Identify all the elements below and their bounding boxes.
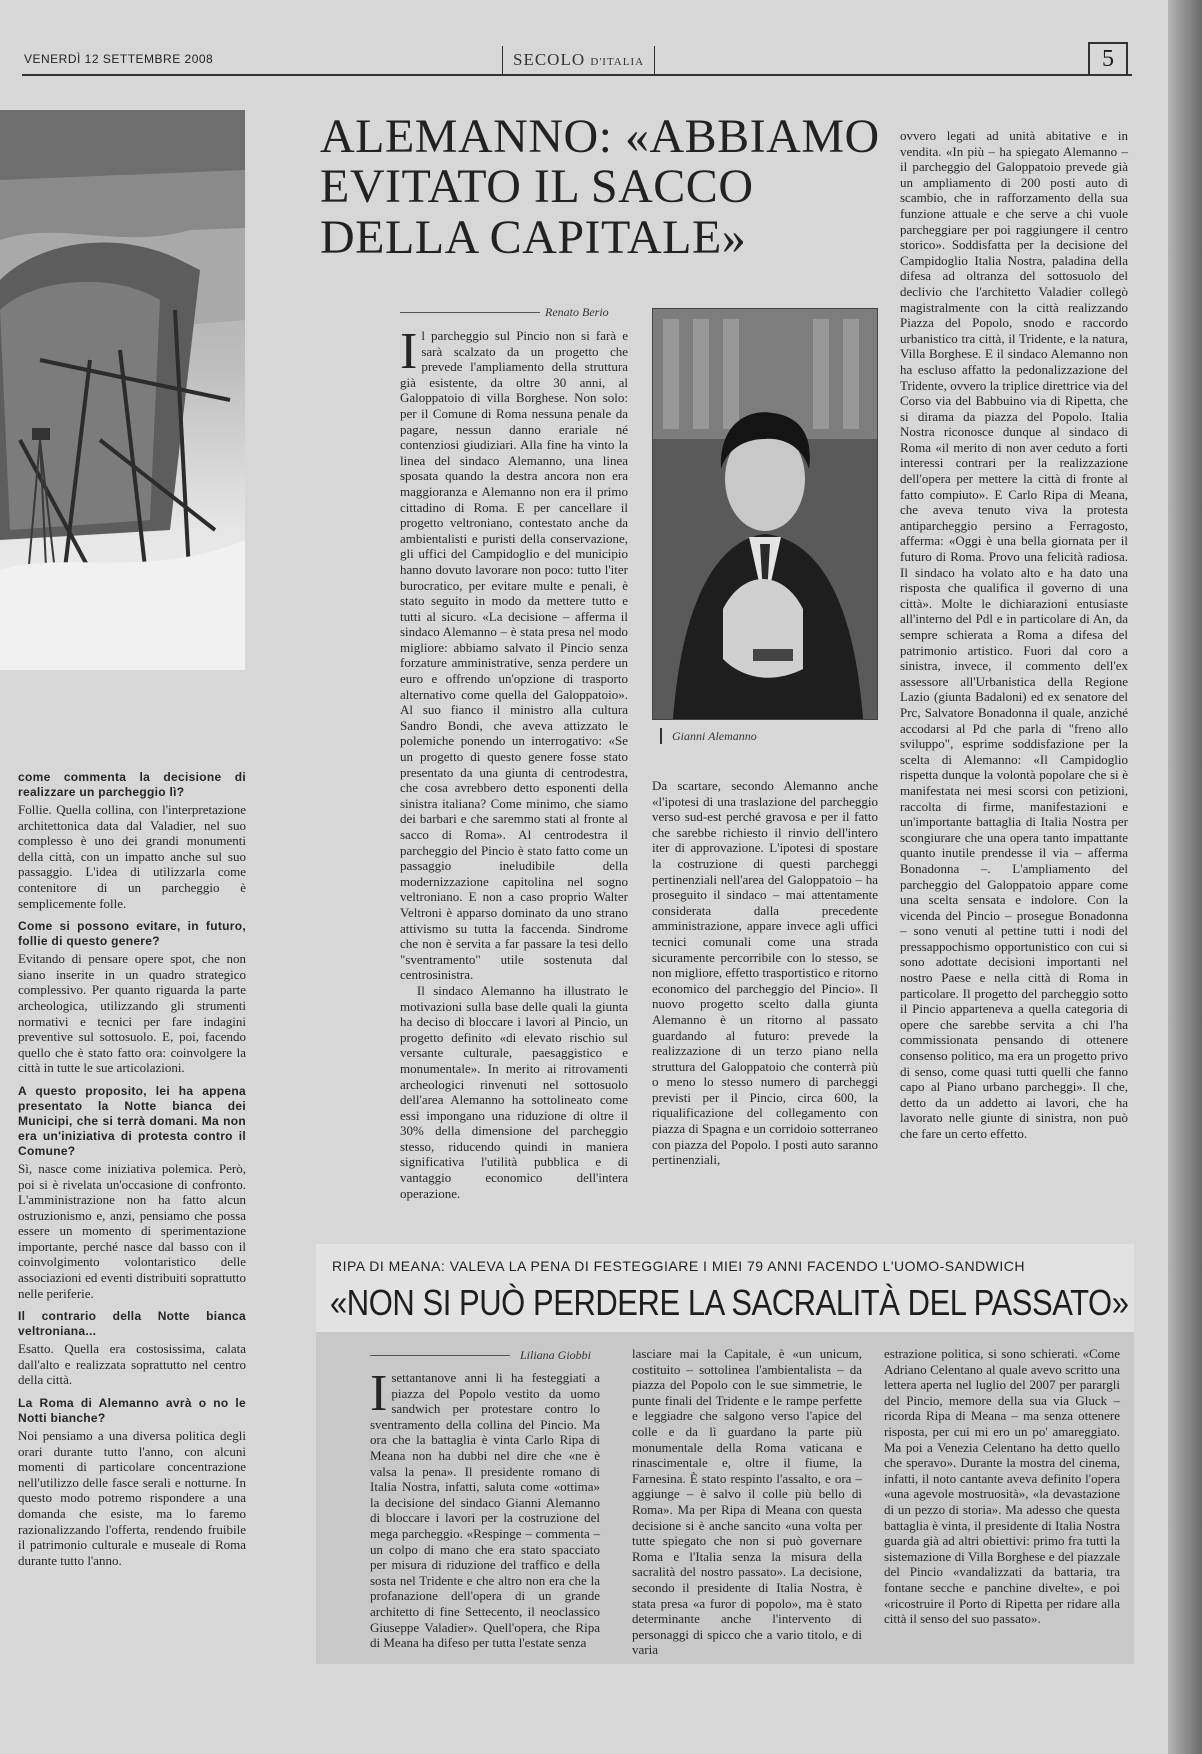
- article-headline: ALEMANNO: «ABBIAMO EVITATO IL SACCO DELLA CAPITALE»: [320, 110, 880, 264]
- article-column-2: [652, 778, 878, 1172]
- newspaper-title: SECOLO: [513, 50, 586, 69]
- sidebar-kicker: RIPA DI MEANA: VALEVA LA PENA DI FESTEGGIARE I MIEI 79 ANNI FACENDO L'UOMO-SANDWICH: [332, 1258, 1025, 1274]
- interview-answer: Evitando di pensare opere spot, che non siano inserite in un quadro strategico complessivo. Per quanto riguarda la parte archeologica, utilizzando gli strumenti normativi e tecnici per fare indagini preventive sul sottosuolo. E, poi, facendo quello che è stato fatto ora: coinvolgere la città in tutte le sue articolazioni.: [18, 951, 246, 1076]
- photo-caption-text: Gianni Alemanno: [672, 729, 757, 743]
- interview-question: A questo proposito, lei ha appena presentato la Notte bianca dei Municipi, che si terrà domani. Ma non era un'iniziativa di protesta contro il Comune?: [18, 1083, 246, 1158]
- page-number: 5: [1088, 42, 1128, 76]
- sidebar-column-3-text: estrazione politica, si sono schierati. «Come Adriano Celentano al quale avevo scritto una lettera aperta nel luglio del 2007 per parargli del Pincio, memore della sua via Gluck – ricorda Ripa di Meana – ma senza ottenere risposta, per cui mi ero un po' amareggiato. Ma poi a Venezia Celentano ha detto quello che speravo». Durante la mostra del cinema, infatti, il noto cantante aveva definito l'opera «una agevole mostruosità», «la devastazione di un pezzo di storia». Ma adesso che questa battaglia è vinta, il presidente di Italia Nostra guarda già ad altri obiettivi: primo fra tutti la sistemazione di Villa Borghese e del piazzale del Pincio «vandalizzati da battaria, tra fontane secche e panchine divelte», e poi «ricostruire il Porto di Ripetta per ridare alla città il senso del suo passato».: [884, 1346, 1120, 1627]
- article-column-3-text: ovvero legati ad unità abitative e in vendita. «In più – ha spiegato Alemanno – il parcheggio del Galoppatoio prevede già un ampliamento di 200 posti auto di scambio, che in rafforzamento della sua funzione attuale e che serve a chi vuole parcheggiare per poi raggiungere il centro storico». Soddisfatta per la decisione del Campidoglio Italia Nostra, paladina della difesa ad oltranza del sottosuolo del declivio che l'architetto Valadier collegò magistralmente con la città realizzando Piazza del Popolo, snodo e raccordo urbanistico tra città, il Tridente, e la natura, Villa Borghese. E il sindaco Alemanno non ha escluso affatto la pedonalizzazione del Tridente, ovvero la triplice direttrice via del Corso via del Babbuino via di Ripetta, che si dirama da piazza del Popolo. Italia Nostra riconosce dunque al sindaco di Roma «il merito di non aver ceduto a forti interessi contrari per la realizzazione dell'opera per mettere la città di fronte al fatto compiuto». E Carlo Ripa di Meana, che aveva tenuto viva la protesta antiparcheggio persino a Ferragosto, afferma: «Oggi è una bella giornata per il futuro di Roma. Provo una felicità radiosa. Il sindaco ha volato alto e ha dato una risposta che qualifica il governo di una città». Molte le dichiarazioni entusiaste all'interno del Pdl e in particolare di An, da sempre schierata a Roma a difesa del patrimonio artistico. Fuori dal coro a sinistra, invece, il commento dell'ex assessore all'Urbanistica della Regione Lazio (giunta Badaloni) ed ex senatore del Prc, Salvatore Bonadonna il quale, anziché accodarsi al Pd che parla di "freno allo sviluppo", esprime soddisfazione per la scelta di Alemanno: «Il Campidoglio rispetta dunque la volontà popolare che si è manifestata nei mesi scorsi con petizioni, raccolta di firme, manifestazioni e un'importante battaglia di Italia Nostra per scongiurare che una opera tanto impattante quanto inutile prendesse il via – afferma Bonadonna –. L'ampliamento del parcheggio del Galoppatoio appare come una scelta sensata e indolore. Con la vicenda del Pincio – prosegue Bonadonna – sono venuti al pettine tutti i nodi del pressappochismo opportunistico con cui si sono adottate decisioni importanti nel nostro Paese e nella città di Roma in particolare. Il progetto del parcheggio sotto il Pincio apparteneva a quella categoria di opere che sarebbe servita a chi l'ha commissionata pensando di ottenere consenso politico, ma era un progetto privo di senso, come quasi tutti quelli che fanno capo al Piano urbano parcheggi». Il che, detto da un addetto ai lavori, che ha lavorato nelle giunte di sinistra, non può che fare un certo effetto.: [900, 128, 1128, 1141]
- page-spine-shadow: [1168, 0, 1202, 1754]
- article-byline: Renato Berio: [545, 305, 609, 319]
- interview-question: Il contrario della Notte bianca veltroniana...: [18, 1309, 246, 1339]
- interview-question: Come si possono evitare, in futuro, follie di questo genere?: [18, 919, 246, 949]
- interview-answer: Sì, nasce come iniziativa polemica. Però, poi si è rivelata un'occasione di confronto. L'amministrazione non ha fatto alcun ostruzionismo e, anzi, pensiamo che possa essere un momento di sperimentazione importante, perché nasce dal basso con il coinvolgimento volontaristico delle associazioni ed eventi distribuiti soprattutto nelle periferie.: [18, 1160, 246, 1301]
- sidebar-byline: Liliana Giobbi: [520, 1348, 592, 1362]
- interview-answer-1: Follie. Quella collina, con l'interpretazione architettonica data dal Valadier, nel suo complesso è uno dei grandi monumenti della città, con un impatto anche sul suo passaggio. L'idea di utilizzarla come contenitore di un parcheggio è semplicemente folle.: [18, 802, 246, 911]
- byline-rule: [400, 312, 540, 313]
- interview-column: [18, 770, 246, 1720]
- sidebar-byline-rule: [370, 1355, 510, 1356]
- sidebar-column-3: [884, 1346, 1120, 1650]
- newspaper-name: [502, 46, 655, 74]
- sidebar-column-2-text: lasciare mai la Capitale, è «un unicum, costituito – sottolinea l'ambientalista – da piazza del Popolo con le sue simmetrie, le punte finali del Tridente e le rampe perfette e leggiadre che salgono verso l'apice del colle e da lì guardano la parte più monumentale della Roma vaticana e rinascimentale e, oltre il fiume, la Farnesina. È stato respinto l'assalto, e ora – aggiunge – è salvo il colle più bello di Roma». Ma per Ripa di Meana con questa decisione si è anche sancito «una volta per tutte spiegato che non si può governare Roma e l'Italia senza la misura della sacralità del nostro passato». La decisione, secondo il presidente di Italia Nostra, è stata presa «a furor di popolo», ma è stato determinante anche l'intervento di personaggi di spicco che a vario titolo, e di varia: [632, 1346, 862, 1658]
- issue-date: VENERDÌ 12 SETTEMBRE 2008: [24, 52, 214, 66]
- construction-site-illustration: [0, 110, 245, 670]
- interview-qa-3: [18, 1309, 246, 1388]
- interview-answer: Esatto. Quella era costosissima, calata dall'alto e realizzata soprattutto nel centro della città.: [18, 1341, 246, 1388]
- sidebar-column-2: [632, 1346, 862, 1658]
- article-column-1: [400, 323, 628, 1201]
- interview-qa-2: [18, 1084, 246, 1301]
- article-column-1-text: l parcheggio sul Pincio non si farà e sarà scalzato da un progetto che prevede l'ampliamento della struttura già esistente, da oltre 30 anni, al Galoppatoio di villa Borghese. Non solo: per il Comune di Roma nessuna penale da pagare, nessun danno erariale né contenziosi giudiziari. Alla fine ha vinto la linea del sindaco Alemanno, una linea sposata quando la destra ancora non era maggioranza e Alemanno non era il primo cittadino di Roma. E per cancellare il progetto veltroniano, contestato anche da ambientalisti e puristi della conservazione, gli uffici del Campidoglio e del municipio hanno dovuto lavorare non poco: tutto l'iter burocratico, per evitare multe e penali, è stato seguito in modo da mettere tutto e tutti al sicuro. «La decisione – afferma il sindaco Alemanno – è stata presa nel modo migliore: abbiamo salvato il Pincio senza forzature amministrative, senza perdere un euro e offrendo un'opzione di trasporto alternativo come quella del Galoppatoio». Al suo fianco il ministro alla cultura Sandro Bondi, che aveva attizzato le polemiche ponendo un interrogativo: «Se un progetto di questo genere fosse stato presentato da una giunta di centrodestra, che cosa avrebbero detto esponenti della sinistra italiana? Come minimo, che siamo dei barbari e che saremmo stati al fronte al sacco di Roma». Al centrodestra il parcheggio del Pincio è stato fatto come un passaggio ineludibile della modernizzazione capitolina nel sogno veltroniano. E non a caso proprio Walter Veltroni è apparso dominato da uno strano attivismo su tutta la faccenda. Sindrome che non è servita a far passare la tesi dello "sventramento" utile sostenuta dal centrosinistra.: [400, 328, 628, 983]
- interview-qa-4: [18, 1396, 246, 1568]
- portrait-illustration: [653, 309, 877, 719]
- interview-question: La Roma di Alemanno avrà o no le Notti bianche?: [18, 1396, 246, 1426]
- interview-intro-question: come commenta la decisione di realizzare un parcheggio lì?: [18, 770, 246, 799]
- construction-site-photo: [0, 110, 245, 670]
- interview-intro: [18, 770, 246, 911]
- sidebar-title: «NON SI PUÒ PERDERE LA SACRALITÀ DEL PASSATO»: [330, 1282, 1129, 1323]
- drop-cap: I: [400, 323, 418, 380]
- interview-qa-1: [18, 919, 246, 1076]
- article-column-3: [900, 128, 1128, 1186]
- sidebar-drop-cap: I: [370, 1365, 388, 1422]
- interview-answer: Noi pensiamo a una diversa politica degli orari durante tutto l'anno, con alcuni momenti di particolare concentrazione nell'utilizzo delle fasce serali e notturne. In questo modo potremo rispondere a una domanda che esiste, ma lo faremo razionalizzando l'offerta, rendendo fruibile il patrimonio culturale e museale di Roma durante tutto l'anno.: [18, 1428, 246, 1568]
- article-column-1-continued: Il sindaco Alemanno ha illustrato le motivazioni sulla base delle quali la giunta ha deciso di bloccare i lavori al Pincio, un progetto definito «di elevato rischio sul versante culturale, paesaggistico e monumentale». In merito ai ritrovamenti archeologici rinvenuti nel sottosuolo dell'area Alemanno ha sottolineato come essi impongano una riduzione di oltre il 30% della dimensione del parcheggio stesso, riducendo quindi in maniera significativa l'utilità pubblica e di vantaggio economico dell'intera operazione.: [400, 982, 628, 1201]
- photo-caption: [660, 728, 757, 744]
- article-column-2-text: Da scartare, secondo Alemanno anche «l'ipotesi di una traslazione del parcheggio verso sud-est perché gravosa e per il fatto che sarebbe richiesto il rinvio dell'intero iter di approvazione. L'ipotesi di spostare la costruzione di questi parcheggi pertinenziali nell'area del Galoppatoio – ha proseguito il sindaco – mai attentamente considerata dalla precedente amministrazione, appare invece agli uffici tecnici comunali come una strada sicuramente percorribile con lo stesso, se non migliore, effetto trasportistico e ritorno economico del parcheggio del Pincio». Il nuovo progetto scelto dalla giunta Alemanno è un ritorno al passato guardando al futuro: prevede la realizzazione di un terzo piano nella struttura del Galoppatoio che conterrà più o meno lo stesso numero di parcheggi previsti per il Pincio, circa 600, la riqualificazione del collegamento con piazza di Spagna e un corridoio sotterraneo con piazza del Popolo. I posti auto saranno pertinenziali,: [652, 778, 878, 1168]
- page-masthead: [22, 44, 1132, 76]
- newspaper-suffix: D'ITALIA: [590, 56, 645, 68]
- sidebar-column-1: [370, 1365, 600, 1651]
- sidebar-column-1-text: settantanove anni li ha festeggiati a piazza del Popolo vestito da uomo sandwich per protestare contro lo sventramento della collina del Pincio. Ma ora che la battaglia è vinta Carlo Ripa di Meana non ha dubbi nel dire che «ne è valsa la pena». Il presidente romano di Italia Nostra, infatti, saluta come «ottima» la decisione del sindaco Gianni Alemanno di bloccare i lavori per la costruzione del mega parcheggio. «Respinge – commenta – un colpo di mano che era stato spacciato per misura di riduzione del traffico e della sosta nel Tridente e che altro non era che la profanazione dell'opera di un grande architetto di fine Settecento, il neoclassico Giuseppe Valadier». Quell'opera, che Ripa di Meana ha difeso per tutta l'estate senza: [370, 1370, 600, 1651]
- alemanno-portrait-photo: [652, 308, 878, 720]
